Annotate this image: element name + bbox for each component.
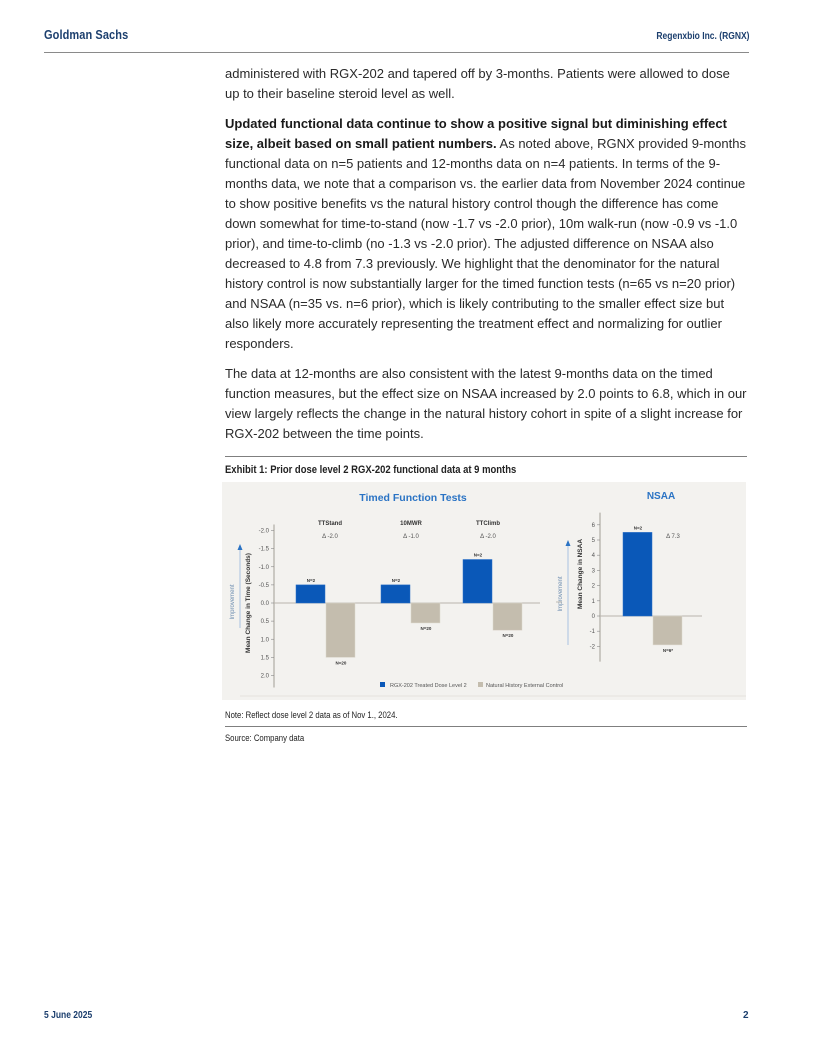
chart-legend [380, 682, 563, 689]
timed-improvement-label: Improvement [230, 584, 236, 620]
timed-y-tick-label: -1.0 [258, 564, 269, 571]
exhibit-bottom-rule [225, 726, 747, 727]
body-text [225, 64, 747, 454]
paragraph-2-text: As noted above, RGNX provided 9-months functional data on n=5 patients and 12-months data on n=4 patients. In terms of the 9-months data, we note that a comparison vs. the earlier data from November 2024 continue to show positive benefits vs the natural history control though the difference has come down somewhat for time-to-stand (now -1.7 vs -2.0 prior), 10m walk-run (now -0.9 vs -1.0 prior), and time-to-climb (no -1.3 vs -2.0 prior). The adjusted difference on NSAA also decreased to 4.8 from 7.3 previously. We highlight that the denominator for the natural history control is now substantially larger for the timed function tests (n=65 vs n=20 prior) and NSAA (n=35 vs. n=6 prior), which is likely contributing to the smaller effect size but also likely more accurately representing the treatment effect and normalizing for outlier responders. [225, 136, 746, 351]
nsaa-y-tick-label: -1 [589, 629, 595, 636]
nsaa-y-tick-label: 0 [591, 614, 595, 620]
timed-y-tick-label: 1.0 [260, 637, 269, 644]
timed-bar-n-label: N=2 [391, 577, 401, 583]
timed-y-axis-label: Mean Change in Time (Seconds) [245, 553, 252, 653]
nsaa-delta-label: Δ 7.3 [666, 534, 680, 540]
timed-category-label: TTClimb [476, 521, 500, 527]
timed-arrow-head-icon [238, 544, 243, 550]
nsaa-improvement-label: Improvement [558, 576, 564, 612]
nsaa-y-tick-label: 4 [591, 553, 595, 560]
exhibit-source: Source: Company data [225, 733, 305, 743]
timed-category-label: 10MWR [400, 521, 422, 527]
timed-y-tick-label: -0.5 [258, 582, 269, 589]
legend-swatch-treated [380, 682, 385, 687]
timed-y-tick-label: -2.0 [258, 528, 269, 535]
exhibit-note: Note: Reflect dose level 2 data as of Nov 1., 2024. [225, 710, 398, 720]
timed-bar-n-label: N=2 [306, 577, 316, 583]
chart-panel [222, 482, 746, 700]
exhibit-title: Exhibit 1: Prior dose level 2 RGX-202 functional data at 9 months [225, 464, 517, 476]
nsaa-bar-n-label: N=2 [633, 525, 643, 531]
timed-y-tick-label: 1.5 [260, 655, 269, 662]
timed-delta-label: Δ -1.0 [403, 534, 419, 540]
timed-y-tick-label: 0.0 [260, 601, 269, 607]
timed-bar-treated [381, 585, 410, 603]
timed-category-label: TTStand [318, 521, 342, 527]
nsaa-y-tick-label: -2 [589, 644, 595, 651]
timed-bar-n-label: N=20 [420, 625, 432, 631]
footer-date: 5 June 2025 [44, 1010, 93, 1021]
nsaa-y-tick-label: 2 [591, 583, 595, 590]
timed-chart [230, 521, 540, 688]
nsaa-chart [556, 513, 702, 662]
timed-bar-treated [463, 560, 492, 604]
timed-bar-n-label: N=20 [502, 633, 514, 639]
timed-chart-title: Timed Function Tests [359, 492, 467, 504]
legend-swatch-natural [478, 682, 483, 687]
header-rule [44, 52, 749, 53]
timed-bar-treated [296, 585, 325, 603]
header-company: Regenxbio Inc. (RGNX) [655, 31, 749, 42]
timed-bar-natural [493, 603, 522, 630]
exhibit-top-rule [225, 456, 747, 457]
paragraph-3: The data at 12-months are also consistent with the latest 9-months data on the timed function measures, but the effect size on NSAA increased by 2.0 points to 6.8, which in our view largely reflects the change in the natural history cohort in spite of a slight increase for RGX-202 between the time points. [225, 366, 747, 441]
nsaa-bar-n-label: N=6* [662, 647, 674, 653]
timed-delta-label: Δ -2.0 [322, 534, 338, 540]
legend-label-treated: RGX-202 Treated Dose Level 2 [390, 683, 467, 689]
nsaa-y-tick-label: 3 [591, 568, 595, 575]
timed-y-tick-label: 0.5 [260, 619, 269, 626]
nsaa-y-tick-label: 6 [591, 522, 595, 529]
nsaa-y-tick-label: 5 [591, 538, 595, 544]
paragraph-1: administered with RGX-202 and tapered off by 3-months. Patients were allowed to dose up to their baseline steroid level as well. [225, 66, 730, 101]
nsaa-chart-title: NSAA [646, 491, 676, 502]
timed-y-tick-label: -1.5 [258, 546, 269, 553]
timed-delta-label: Δ -2.0 [480, 534, 496, 540]
timed-bar-natural [326, 603, 355, 657]
nsaa-arrow-head-icon [566, 540, 571, 546]
nsaa-y-tick-label: 1 [591, 598, 595, 605]
timed-bar-natural [411, 603, 440, 623]
timed-y-tick-label: 2.0 [260, 673, 269, 680]
nsaa-y-axis-label: Mean Change in NSAA [577, 538, 584, 610]
nsaa-bar-treated [623, 532, 652, 616]
timed-bar-n-label: N=20 [335, 660, 347, 666]
paragraph-2 [225, 114, 747, 354]
timed-bar-n-label: N=2 [473, 552, 483, 558]
paragraph-2-lead: Updated functional data continue to show a positive signal but diminishing effect size, albeit based on small patient numbers. [225, 116, 727, 151]
footer-page-number: 2 [743, 1010, 749, 1021]
header-brand: Goldman Sachs [44, 28, 129, 42]
exhibit-chart [222, 482, 746, 700]
legend-label-natural: Natural History External Control [486, 683, 564, 689]
nsaa-bar-natural [653, 616, 682, 645]
